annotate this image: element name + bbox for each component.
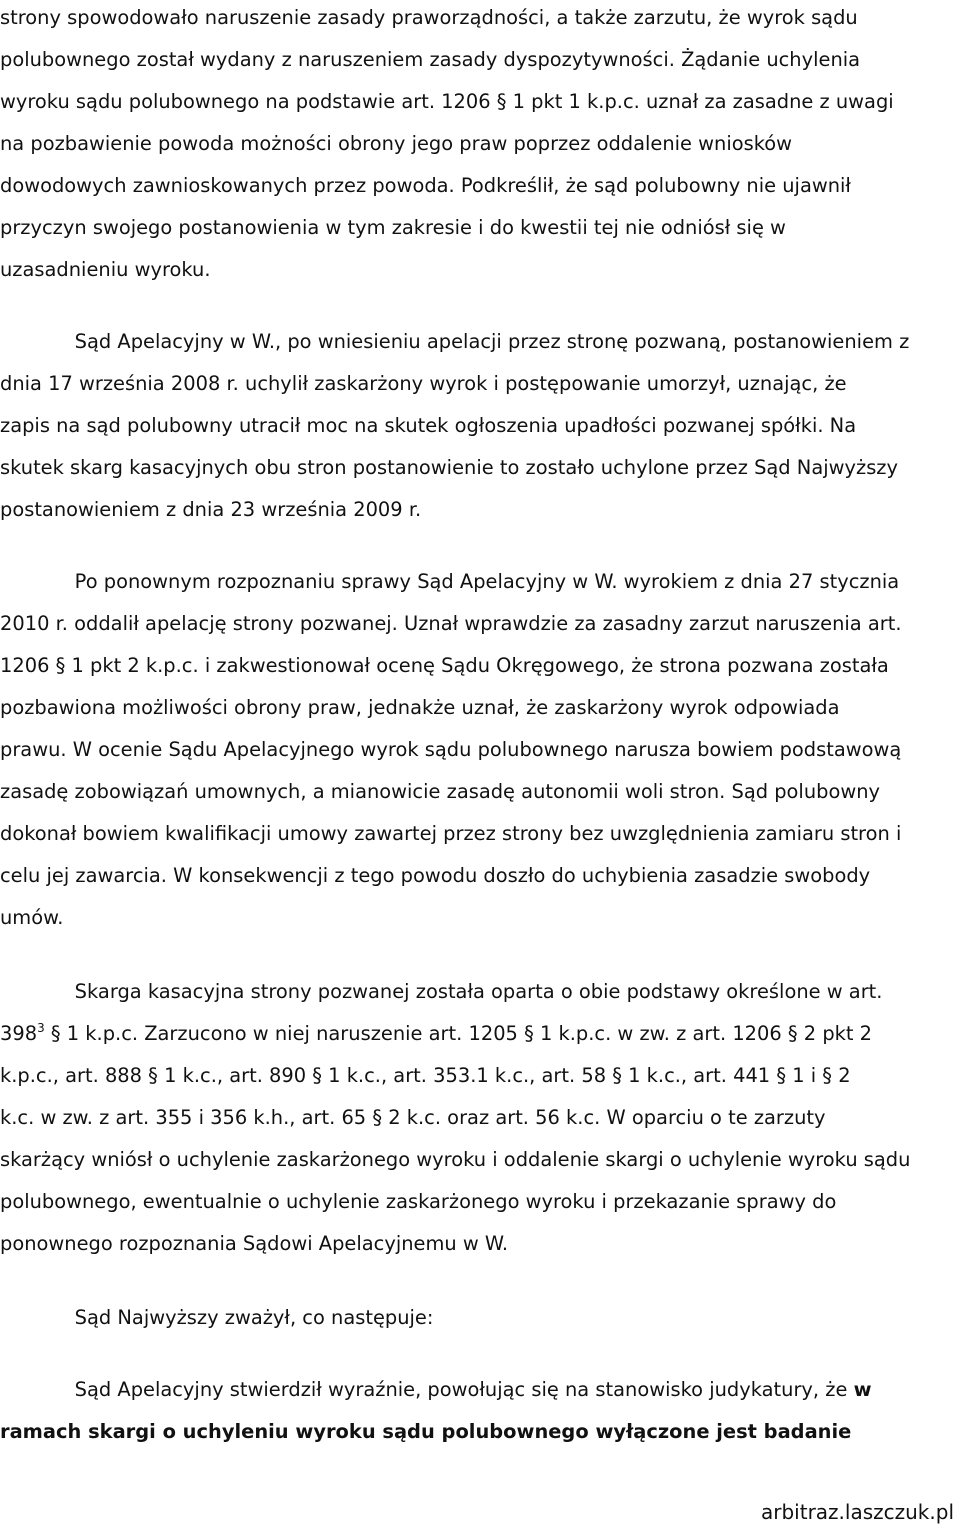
text-line bbox=[0, 258, 956, 282]
text-line bbox=[0, 780, 956, 804]
text-line bbox=[0, 1106, 956, 1130]
paragraph-first-line bbox=[0, 330, 956, 354]
text-line bbox=[0, 612, 956, 636]
text-line bbox=[0, 372, 956, 396]
text-span: przyczyn swojego postanowienia w tym zakresie i do kwestii tej nie odniósł się w bbox=[0, 216, 786, 239]
text-line bbox=[0, 414, 956, 438]
text-line bbox=[0, 498, 956, 522]
text-line bbox=[0, 906, 956, 930]
text-span: Sąd Apelacyjny w W., po wniesieniu apelacji przez stronę pozwaną, postanowieniem z bbox=[74, 330, 910, 353]
text-span: zapis na sąd polubowny utracił moc na skutek ogłoszenia upadłości pozwanej spółki. Na bbox=[0, 414, 857, 437]
paragraph-first-line bbox=[0, 1378, 956, 1402]
text-line bbox=[0, 1190, 956, 1214]
text-span: 398 bbox=[0, 1022, 38, 1045]
text-span: § 1 k.p.c. Zarzucono w niej naruszenie art. 1205 § 1 k.p.c. w zw. z art. 1206 § 2 pkt 2 bbox=[50, 1022, 873, 1045]
text-span: strony spowodowało naruszenie zasady praworządności, a także zarzutu, że wyrok sądu bbox=[0, 6, 858, 29]
text-span: Po ponownym rozpoznaniu sprawy Sąd Apelacyjny w W. wyrokiem z dnia 27 stycznia bbox=[74, 570, 900, 593]
text-line bbox=[0, 132, 956, 156]
text-line bbox=[0, 864, 956, 888]
text-span: wyroku sądu polubownego na podstawie art. 1206 § 1 pkt 1 k.p.c. uznał za zasadne z uwagi bbox=[0, 90, 894, 113]
text-span: ramach skargi o uchyleniu wyroku sądu polubownego wyłączone jest badanie bbox=[0, 1420, 852, 1443]
text-line bbox=[0, 456, 956, 480]
text-line bbox=[0, 1022, 956, 1046]
text-span: Sąd Apelacyjny stwierdził wyraźnie, powołując się na stanowisko judykatury, że bbox=[74, 1378, 848, 1401]
text-line bbox=[0, 6, 956, 30]
text-span: ponownego rozpoznania Sądowi Apelacyjnemu w W. bbox=[0, 1232, 509, 1255]
text-span: skarżący wniósł o uchylenie zaskarżonego wyroku i oddalenie skargi o uchylenie wyroku sądu bbox=[0, 1148, 911, 1171]
text-line bbox=[0, 174, 956, 198]
text-span: pozbawiona możliwości obrony praw, jednakże uznał, że zaskarżony wyrok odpowiada bbox=[0, 696, 840, 719]
text-line bbox=[0, 822, 956, 846]
text-span: polubownego, ewentualnie o uchylenie zaskarżonego wyroku i przekazanie sprawy do bbox=[0, 1190, 837, 1213]
text-span: Sąd Najwyższy zważył, co następuje: bbox=[74, 1306, 434, 1329]
text-span: na pozbawienie powoda możności obrony jego praw poprzez oddalenie wniosków bbox=[0, 132, 793, 155]
text-span: prawu. W ocenie Sądu Apelacyjnego wyrok sądu polubownego narusza bowiem podstawową bbox=[0, 738, 902, 761]
text-span: k.p.c., art. 888 § 1 k.c., art. 890 § 1 k.c., art. 353.1 k.c., art. 58 § 1 k.c., art. 441 § 1 i § 2 bbox=[0, 1064, 851, 1087]
paragraph-first-line bbox=[0, 570, 956, 594]
text-span: k.c. w zw. z art. 355 i 356 k.h., art. 65 § 2 k.c. oraz art. 56 k.c. W oparciu o te zarzuty bbox=[0, 1106, 826, 1129]
text-line bbox=[0, 216, 956, 240]
text-line bbox=[0, 696, 956, 720]
text-line bbox=[0, 738, 956, 762]
text-span: skutek skarg kasacyjnych obu stron postanowienie to zostało uchylone przez Sąd Najwyższy bbox=[0, 456, 898, 479]
text-span: polubownego został wydany z naruszeniem zasady dyspozytywności. Żądanie uchylenia bbox=[0, 48, 861, 71]
paragraph-first-line bbox=[0, 980, 956, 1004]
text-span: postanowieniem z dnia 23 września 2009 r. bbox=[0, 498, 422, 521]
text-span: 2010 r. oddalił apelację strony pozwanej. Uznał wprawdzie za zasadny zarzut naruszenia art. bbox=[0, 612, 902, 635]
text-span: dowodowych zawnioskowanych przez powoda. Podkreślił, że sąd polubowny nie ujawnił bbox=[0, 174, 851, 197]
text-line bbox=[0, 654, 956, 678]
text-span: dokonał bowiem kwalifikacji umowy zawartej przez strony bez uwzględnienia zamiaru stron i bbox=[0, 822, 902, 845]
text-line bbox=[0, 48, 956, 72]
text-span: Skarga kasacyjna strony pozwanej została oparta o obie podstawy określone w art. bbox=[74, 980, 883, 1003]
text-span: umów. bbox=[0, 906, 64, 929]
paragraph-first-line bbox=[0, 1306, 956, 1330]
text-line bbox=[0, 90, 956, 114]
bold-text: w bbox=[853, 1378, 872, 1401]
text-span: 1206 § 1 pkt 2 k.p.c. i zakwestionował ocenę Sądu Okręgowego, że strona pozwana została bbox=[0, 654, 889, 677]
text-span: celu jej zawarcia. W konsekwencji z tego powodu doszło do uchybienia zasadzie swobody bbox=[0, 864, 871, 887]
bold-text-line bbox=[0, 1420, 956, 1444]
text-line bbox=[0, 1064, 956, 1088]
text-line bbox=[0, 1232, 956, 1256]
text-line bbox=[0, 1148, 956, 1172]
footer-site-name: arbitraz.laszczuk.pl bbox=[761, 1500, 954, 1524]
text-span: zasadę zobowiązań umownych, a mianowicie zasadę autonomii woli stron. Sąd polubowny bbox=[0, 780, 881, 803]
text-span: dnia 17 września 2008 r. uchylił zaskarżony wyrok i postępowanie umorzył, uznając, że bbox=[0, 372, 847, 395]
superscript: 3 bbox=[37, 1021, 45, 1035]
text-span: uzasadnieniu wyroku. bbox=[0, 258, 211, 281]
